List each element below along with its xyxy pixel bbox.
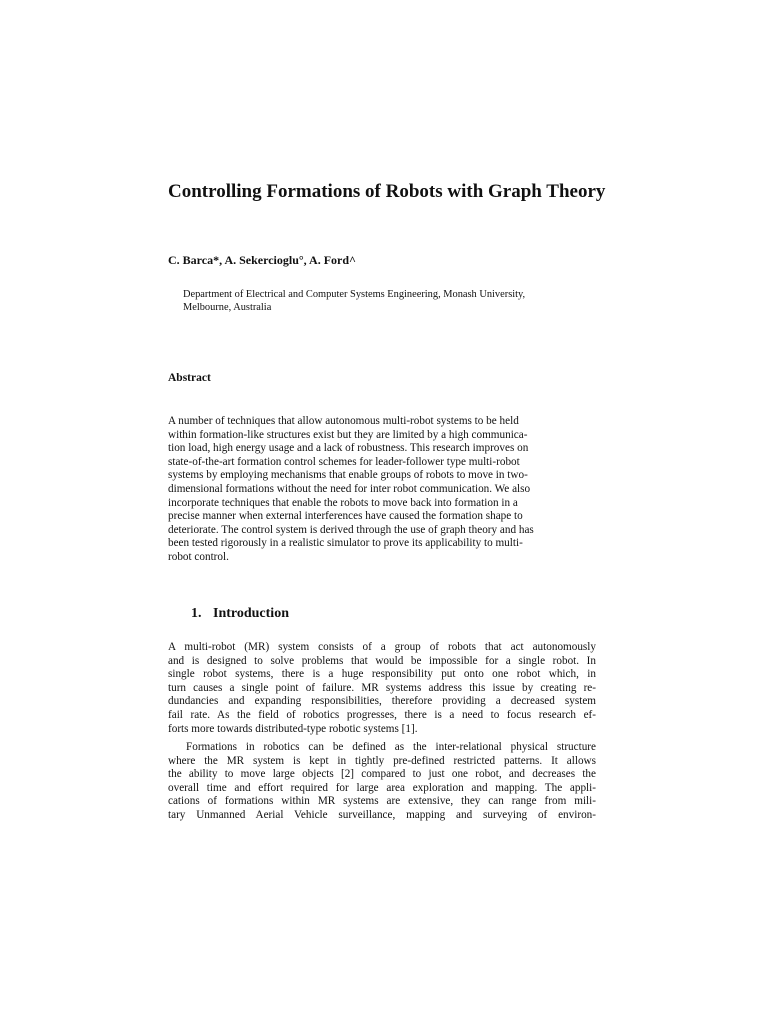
abstract-line: systems by employing mechanisms that enable groups of robots to move in two- xyxy=(168,469,528,482)
intro-paragraph-2 xyxy=(168,741,596,823)
abstract-line: dimensional formations without the need for inter robot communication. We also xyxy=(168,482,531,495)
intro-paragraph-1 xyxy=(168,641,596,736)
paragraph-line: turn causes a single point of failure. MR systems address this issue by creating re- xyxy=(168,681,596,694)
author-list: C. Barca*, A. Sekercioglu°, A. Ford^ xyxy=(168,253,356,267)
abstract-line: been tested rigorously in a realistic simulator to prove its applicability to multi- xyxy=(168,537,523,550)
paper-title: Controlling Formations of Robots with Graph Theory xyxy=(168,181,606,202)
abstract-body xyxy=(168,415,608,565)
paragraph-line: where the MR system is kept in tightly pre-defined restricted patterns. It allows xyxy=(168,754,596,767)
paragraph-line: forts more towards distributed-type robotic systems [1]. xyxy=(168,722,418,735)
affiliation-line: Melbourne, Australia xyxy=(183,302,272,313)
section-heading-introduction xyxy=(191,606,289,622)
abstract-heading: Abstract xyxy=(168,372,211,384)
paragraph-line: A multi-robot (MR) system consists of a group of robots that act autonomously xyxy=(168,641,596,653)
abstract-line: robot control. xyxy=(168,550,229,563)
abstract-line: precise manner when external interferences have caused the formation shape to xyxy=(168,510,523,523)
abstract-line: tion load, high energy usage and a lack of robustness. This research improves on xyxy=(168,442,529,455)
affiliation-line: Department of Electrical and Computer Systems Engineering, Monash University, xyxy=(183,289,526,300)
abstract-line: state-of-the-art formation control schemes for leader-follower type multi-robot xyxy=(168,455,520,468)
abstract-line: deteriorate. The control system is derived through the use of graph theory and has xyxy=(168,523,534,536)
section-title: Introduction xyxy=(213,606,289,621)
paragraph-line: Formations in robotics can be defined as the inter-relational physical structure xyxy=(186,741,596,753)
paragraph-line: overall time and effort required for large area exploration and mapping. The appli- xyxy=(168,781,596,794)
abstract-line: within formation-like structures exist but they are limited by a high communica- xyxy=(168,428,528,441)
paragraph-line: dundancies and expanding responsibilities, therefore providing a decreased system xyxy=(168,695,596,708)
paragraph-line: the ability to move large objects [2] compared to just one robot, and decreases the xyxy=(168,768,596,781)
abstract-line: A number of techniques that allow autonomous multi-robot systems to be held xyxy=(168,415,519,427)
affiliation xyxy=(183,288,563,314)
paragraph-line: cations of formations within MR systems are extensive, they can range from mili- xyxy=(168,795,596,808)
paragraph-line: and is designed to solve problems that would be impossible for a single robot. In xyxy=(168,654,596,667)
paragraph-line: tary Unmanned Aerial Vehicle surveillance, mapping and surveying of environ- xyxy=(168,808,596,821)
section-number: 1. xyxy=(191,606,202,621)
paragraph-line: single robot systems, there is a huge responsibility put onto one robot which, in xyxy=(168,668,596,681)
abstract-line: incorporate techniques that enable the robots to move back into formation in a xyxy=(168,496,518,509)
paragraph-line: fail rate. As the field of robotics progresses, there is a need to focus research ef- xyxy=(168,708,596,721)
